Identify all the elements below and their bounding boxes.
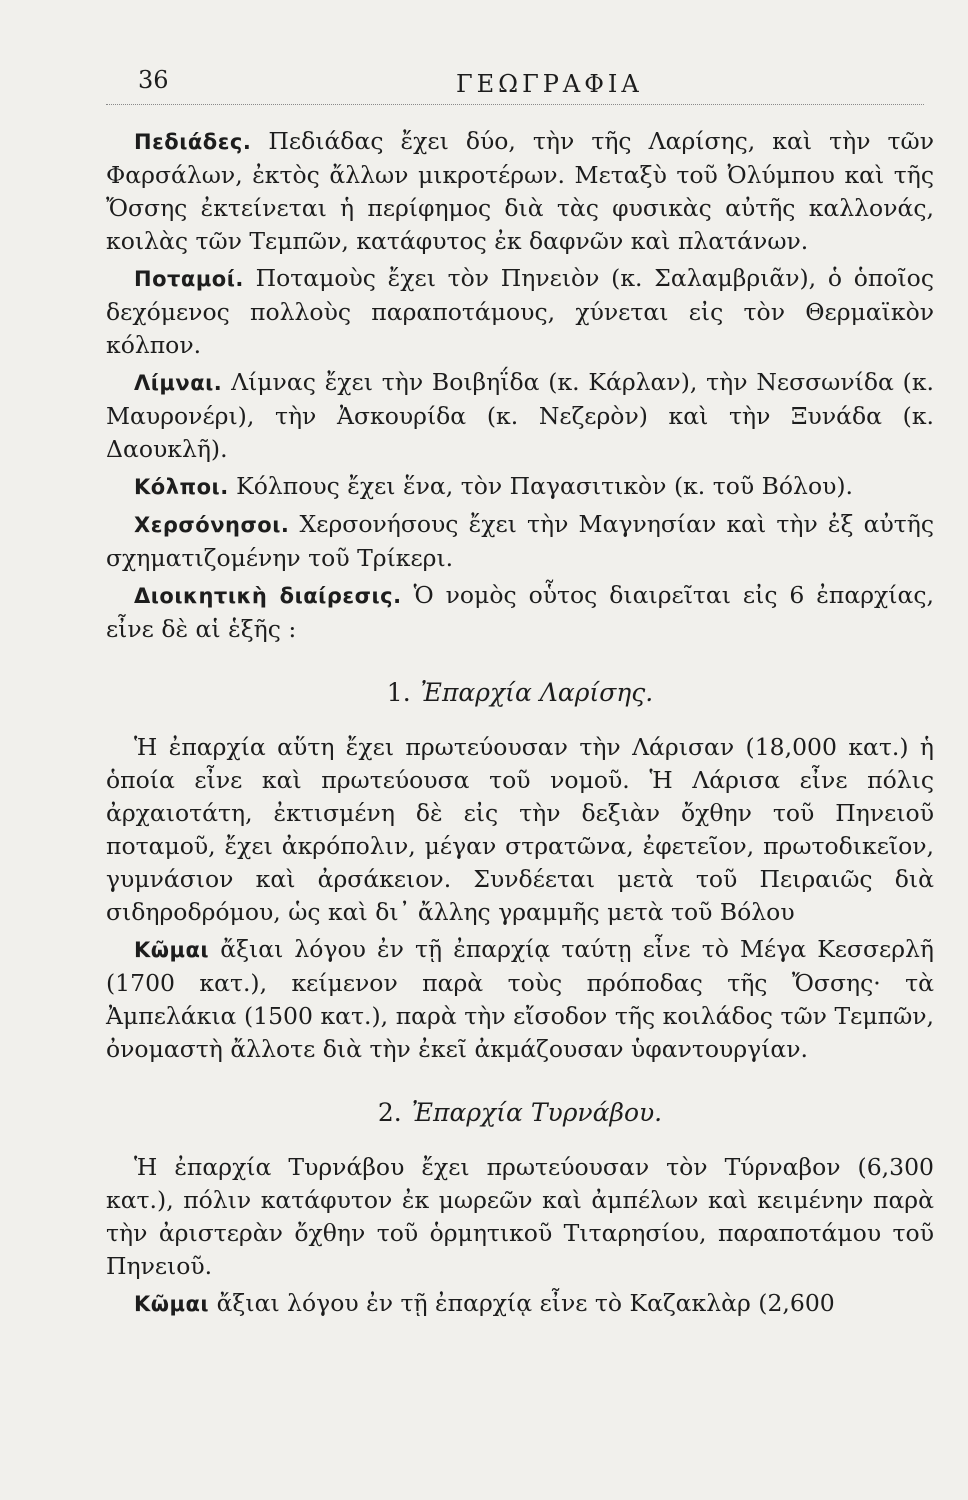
paragraph-limnai: [106, 366, 934, 466]
paragraph-dioikitiki-diairesis: [106, 579, 934, 646]
paragraph-lead: Κῶμαι: [134, 1292, 210, 1316]
page-number: 36: [138, 66, 169, 94]
paragraph-text: Πεδιάδας ἔχει δύο, τὴν τῆς Λαρίσης, καὶ τὴν τῶν Φαρσάλων, ἐκτὸς ἄλλων μικροτέρων. Μεταξὺ τοῦ Ὀλύμπου καὶ τῆς Ὄσσης ἐκτείνεται ἡ περίφημος διὰ τὰς φυσικὰς αὐτῆς καλλονάς, κοιλὰς τῶν Τεμπῶν, κατάφυτος ἐκ δαφνῶν καὶ πλατάνων.: [106, 127, 934, 255]
paragraph-larisa-capital: [106, 731, 934, 929]
paragraph-text: Κόλπους ἔχει ἕνα, τὸν Παγασιτικὸν (κ. τοῦ Βόλου).: [228, 472, 854, 500]
paragraph-text: Ἡ ἐπαρχία Τυρνάβου ἔχει πρωτεύουσαν τὸν Τύρναβον (6,300 κατ.), πόλιν κατάφυτον ἐκ μωρεῶν καὶ ἀμπέλων καὶ κειμένην παρὰ τὴν ἀριστερὰν ὄχθην τοῦ ὁρμητικοῦ Τιταρησίου, παραποτάμου τοῦ Πηνειοῦ.: [106, 1153, 934, 1280]
paragraph-lead: Λίμναι.: [134, 371, 223, 395]
paragraph-text: Ὁ νομὸς οὗτος διαιρεῖται εἰς 6 ἐπαρχίας, εἶνε δὲ αἱ ἑξῆς :: [106, 581, 934, 643]
paragraph-pediades: [106, 125, 934, 258]
section-number: 1.: [386, 678, 411, 707]
paragraph-lead: Χερσόνησοι.: [134, 513, 290, 537]
running-title: ΓΕΩΓΡΑΦΙΑ: [456, 70, 643, 98]
paragraph-tyrnavos-villages: [106, 1287, 934, 1321]
paragraph-kolpoi: [106, 470, 934, 504]
section-heading-larisa: [106, 676, 934, 709]
paragraph-lead: Κόλποι.: [134, 475, 229, 499]
paragraph-larisa-villages: [106, 933, 934, 1066]
section-heading-tyrnavos: [106, 1096, 934, 1129]
paragraph-text: Λίμνας ἔχει τὴν Βοιβηΐδα (κ. Κάρλαν), τὴν Νεσσωνίδα (κ. Μαυρονέρι), τὴν Ἀσκουρίδα (κ. Νεζερὸν) καὶ τὴν Ξυνάδα (κ. Δαουκλῆ).: [106, 368, 934, 463]
page-body: [106, 125, 934, 1321]
paragraph-text: Ποταμοὺς ἔχει τὸν Πηνειὸν (κ. Σαλαμβριᾶν), ὁ ὁποῖος δεχόμενος πολλοὺς παραποτάμους, χύνεται εἰς τὸν Θερμαϊκὸν κόλπον.: [106, 264, 934, 359]
section-title: Ἐπαρχία Λαρίσης.: [420, 678, 654, 707]
paragraph-text: Χερσονήσους ἔχει τὴν Μαγνησίαν καὶ τὴν ἐξ αὐτῆς σχηματιζομένην τοῦ Τρίκερι.: [106, 510, 934, 572]
page-header: [106, 60, 924, 105]
paragraph-tyrnavos-capital: [106, 1151, 934, 1283]
paragraph-lead: Κῶμαι: [134, 938, 210, 962]
section-number: 2.: [377, 1098, 402, 1127]
paragraph-chersonisoi: [106, 508, 934, 575]
paragraph-text: ἄξιαι λόγου ἐν τῇ ἐπαρχίᾳ ταύτῃ εἶνε τὸ Μέγα Κεσσερλῆ (1700 κατ.), κείμενον παρὰ τοὺς πρόποδας τῆς Ὄσσης· τὰ Ἀμπελάκια (1500 κατ.), παρὰ τὴν εἴσοδον τῆς κοιλάδος τῶν Τεμπῶν, ὀνομαστὴ ἄλλοτε διὰ τὴν ἐκεῖ ἀκμάζουσαν ὑφαντουργίαν.: [106, 935, 934, 1063]
paragraph-lead: Πεδιάδες.: [134, 130, 252, 154]
paragraph-lead: Διοικητικὴ διαίρεσις.: [134, 584, 402, 608]
section-title: Ἐπαρχία Τυρνάβου.: [411, 1098, 663, 1127]
paragraph-text: ἄξιαι λόγου ἐν τῇ ἐπαρχίᾳ εἶνε τὸ Καζακλὰρ (2,600: [209, 1289, 835, 1317]
paragraph-lead: Ποταμοί.: [134, 267, 244, 291]
paragraph-text: Ἡ ἐπαρχία αὕτη ἔχει πρωτεύουσαν τὴν Λάρισαν (18,000 κατ.) ἡ ὁποία εἶνε καὶ πρωτεύουσα τοῦ νομοῦ. Ἡ Λάρισα εἶνε πόλις ἀρχαιοτάτη, ἐκτισμένη δὲ εἰς τὴν δεξιὰν ὄχθην τοῦ Πηνειοῦ ποταμοῦ, ἔχει ἀκρόπολιν, μέγαν στρατῶνα, ἐφετεῖον, πρωτοδικεῖον, γυμνάσιον καὶ ἀρσάκειον. Συνδέεται μετὰ τοῦ Πειραιῶς διὰ σιδηροδρόμου, ὡς καὶ δι᾽ ἄλλης γραμμῆς μετὰ τοῦ Βόλου: [106, 733, 934, 926]
paragraph-potamoi: [106, 262, 934, 362]
